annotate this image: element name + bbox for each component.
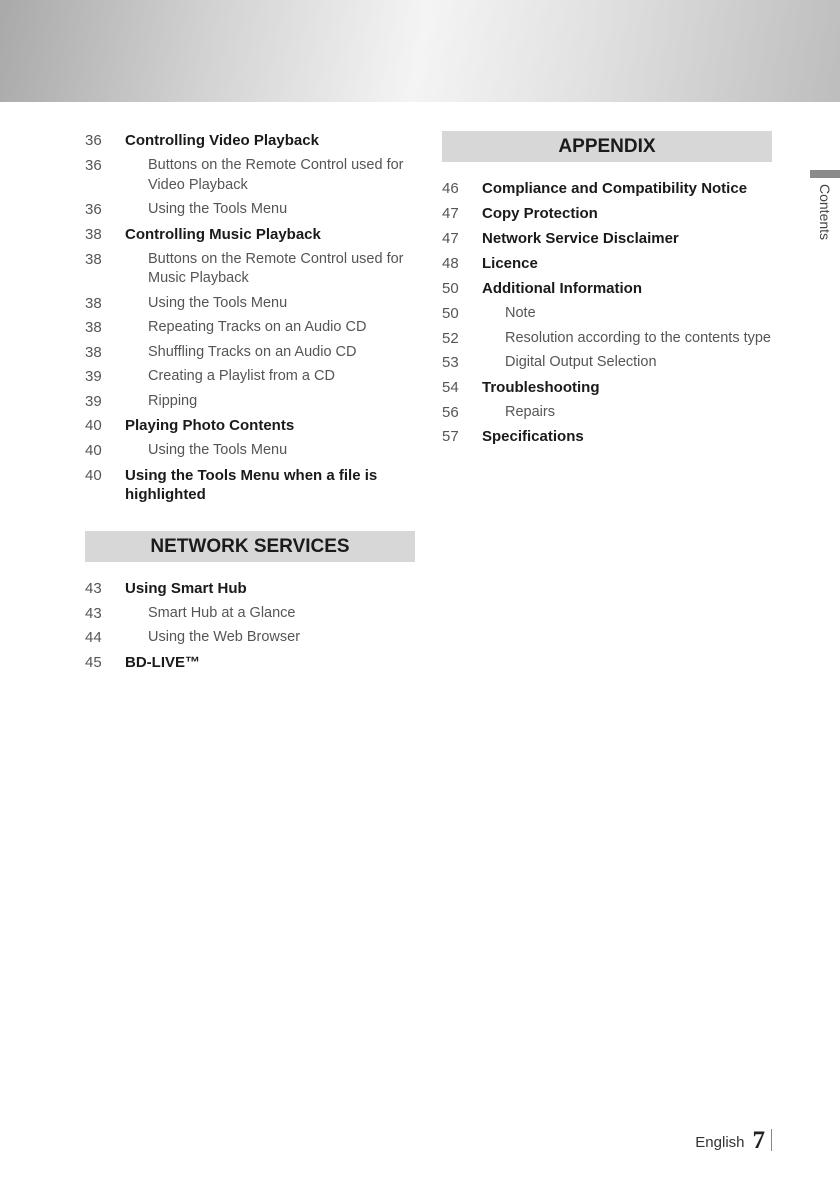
toc-entry[interactable]: [85, 343, 415, 363]
toc-list-appendix: [442, 179, 772, 447]
toc-page-number: 38: [85, 250, 102, 268]
toc-page-number: 45: [85, 653, 102, 671]
toc-entry[interactable]: [85, 131, 415, 151]
toc-entry[interactable]: [442, 427, 772, 447]
left-column: [85, 131, 415, 678]
toc-entry[interactable]: [85, 416, 415, 436]
toc-page-number: 38: [85, 319, 102, 336]
toc-page-number: 56: [442, 403, 459, 421]
toc-entry[interactable]: [85, 392, 415, 412]
toc-entry[interactable]: [85, 225, 415, 245]
toc-title: Ripping: [148, 392, 198, 409]
toc-page-number: 43: [85, 579, 102, 597]
toc-page-number: 36: [85, 157, 102, 174]
toc-page-number: 36: [85, 201, 102, 218]
toc-entry[interactable]: [85, 200, 415, 220]
section-header-appendix: APPENDIX: [442, 131, 772, 162]
toc-page-number: 39: [85, 392, 102, 410]
toc-title: Copy Protection: [482, 205, 598, 222]
toc-entry[interactable]: [442, 179, 772, 199]
toc-page-number: 54: [442, 378, 459, 396]
toc-page-number: 44: [85, 629, 102, 646]
toc-page-number: 47: [442, 230, 459, 247]
toc-title: Using the Web Browser: [148, 629, 301, 645]
toc-page-number: 53: [442, 354, 459, 371]
toc-title: Shuffling Tracks on an Audio CD: [148, 343, 357, 360]
footer-divider: [771, 1129, 772, 1151]
toc-entry[interactable]: [85, 466, 415, 505]
toc-page-number: 52: [442, 329, 459, 347]
section-header-network-services: NETWORK SERVICES: [85, 531, 415, 562]
toc-title: Network Service Disclaimer: [482, 230, 679, 247]
toc-entry[interactable]: [442, 229, 772, 249]
right-column: [442, 131, 772, 452]
toc-page-number: 38: [85, 225, 102, 243]
toc-title: Playing Photo Contents: [125, 417, 295, 434]
toc-title: Licence: [482, 255, 538, 272]
toc-page-number: 40: [85, 417, 102, 434]
toc-page-number: 38: [85, 294, 102, 312]
toc-title: Creating a Playlist from a CD: [148, 368, 335, 384]
page-footer: [695, 1128, 772, 1154]
toc-entry[interactable]: [442, 204, 772, 224]
toc-list-network-services: [85, 579, 415, 673]
toc-entry[interactable]: [85, 318, 415, 338]
toc-page-number: 57: [442, 428, 459, 445]
toc-page-number: 38: [85, 343, 102, 361]
toc-entry[interactable]: [85, 579, 415, 599]
toc-entry[interactable]: [442, 304, 772, 324]
toc-entry[interactable]: [442, 353, 772, 373]
toc-title: Using Smart Hub: [125, 579, 247, 597]
toc-entry[interactable]: [85, 367, 415, 387]
toc-title: Resolution according to the contents type: [505, 329, 771, 346]
toc-title: Specifications: [482, 428, 584, 445]
toc-page-number: 50: [442, 280, 459, 297]
toc-page-number: 47: [442, 205, 459, 222]
toc-entry[interactable]: [442, 403, 772, 423]
side-tab-label: Contents: [817, 184, 833, 241]
top-banner: [0, 0, 840, 102]
toc-page-number: 36: [85, 132, 102, 149]
toc-entry[interactable]: [85, 628, 415, 648]
toc-title: Buttons on the Remote Control used for Music Playback: [148, 250, 404, 286]
toc-title: Note: [505, 305, 536, 321]
footer-language: English: [695, 1134, 745, 1151]
toc-entry[interactable]: [85, 653, 415, 673]
toc-page-number: 46: [442, 180, 459, 197]
toc-title: Using the Tools Menu when a file is highlighted: [125, 466, 378, 503]
toc-entry[interactable]: [442, 254, 772, 274]
toc-entry[interactable]: [85, 294, 415, 314]
toc-title: Controlling Music Playback: [125, 225, 321, 243]
toc-title: BD-LIVE™: [125, 653, 200, 671]
toc-entry[interactable]: [85, 441, 415, 461]
toc-title: Repairs: [505, 403, 555, 420]
toc-list-left: [85, 131, 415, 505]
toc-title: Controlling Video Playback: [125, 132, 319, 149]
toc-page-number: 39: [85, 368, 102, 385]
toc-title: Smart Hub at a Glance: [148, 604, 296, 621]
toc-title: Compliance and Compatibility Notice: [482, 180, 748, 197]
toc-title: Digital Output Selection: [505, 354, 657, 370]
toc-title: Using the Tools Menu: [148, 442, 288, 458]
toc-title: Troubleshooting: [482, 378, 600, 396]
toc-page-number: 40: [85, 466, 102, 484]
page-number: 7: [752, 1127, 765, 1154]
toc-page-number: 48: [442, 255, 459, 272]
toc-title: Using the Tools Menu: [148, 294, 288, 311]
toc-page-number: 43: [85, 604, 102, 622]
toc-entry[interactable]: [442, 378, 772, 398]
side-tab-marker: [810, 170, 840, 178]
contents-side-tab[interactable]: [810, 170, 840, 241]
toc-page-number: 40: [85, 442, 102, 459]
toc-title: Buttons on the Remote Control used for Video Playback: [148, 157, 404, 193]
toc-entry[interactable]: [442, 329, 772, 349]
toc-title: Additional Information: [482, 280, 642, 297]
toc-entry[interactable]: [85, 250, 415, 289]
toc-entry[interactable]: [442, 279, 772, 299]
toc-title: Repeating Tracks on an Audio CD: [148, 319, 367, 335]
toc-title: Using the Tools Menu: [148, 201, 288, 217]
toc-entry[interactable]: [85, 156, 415, 195]
toc-entry[interactable]: [85, 604, 415, 624]
toc-page-number: 50: [442, 305, 459, 322]
